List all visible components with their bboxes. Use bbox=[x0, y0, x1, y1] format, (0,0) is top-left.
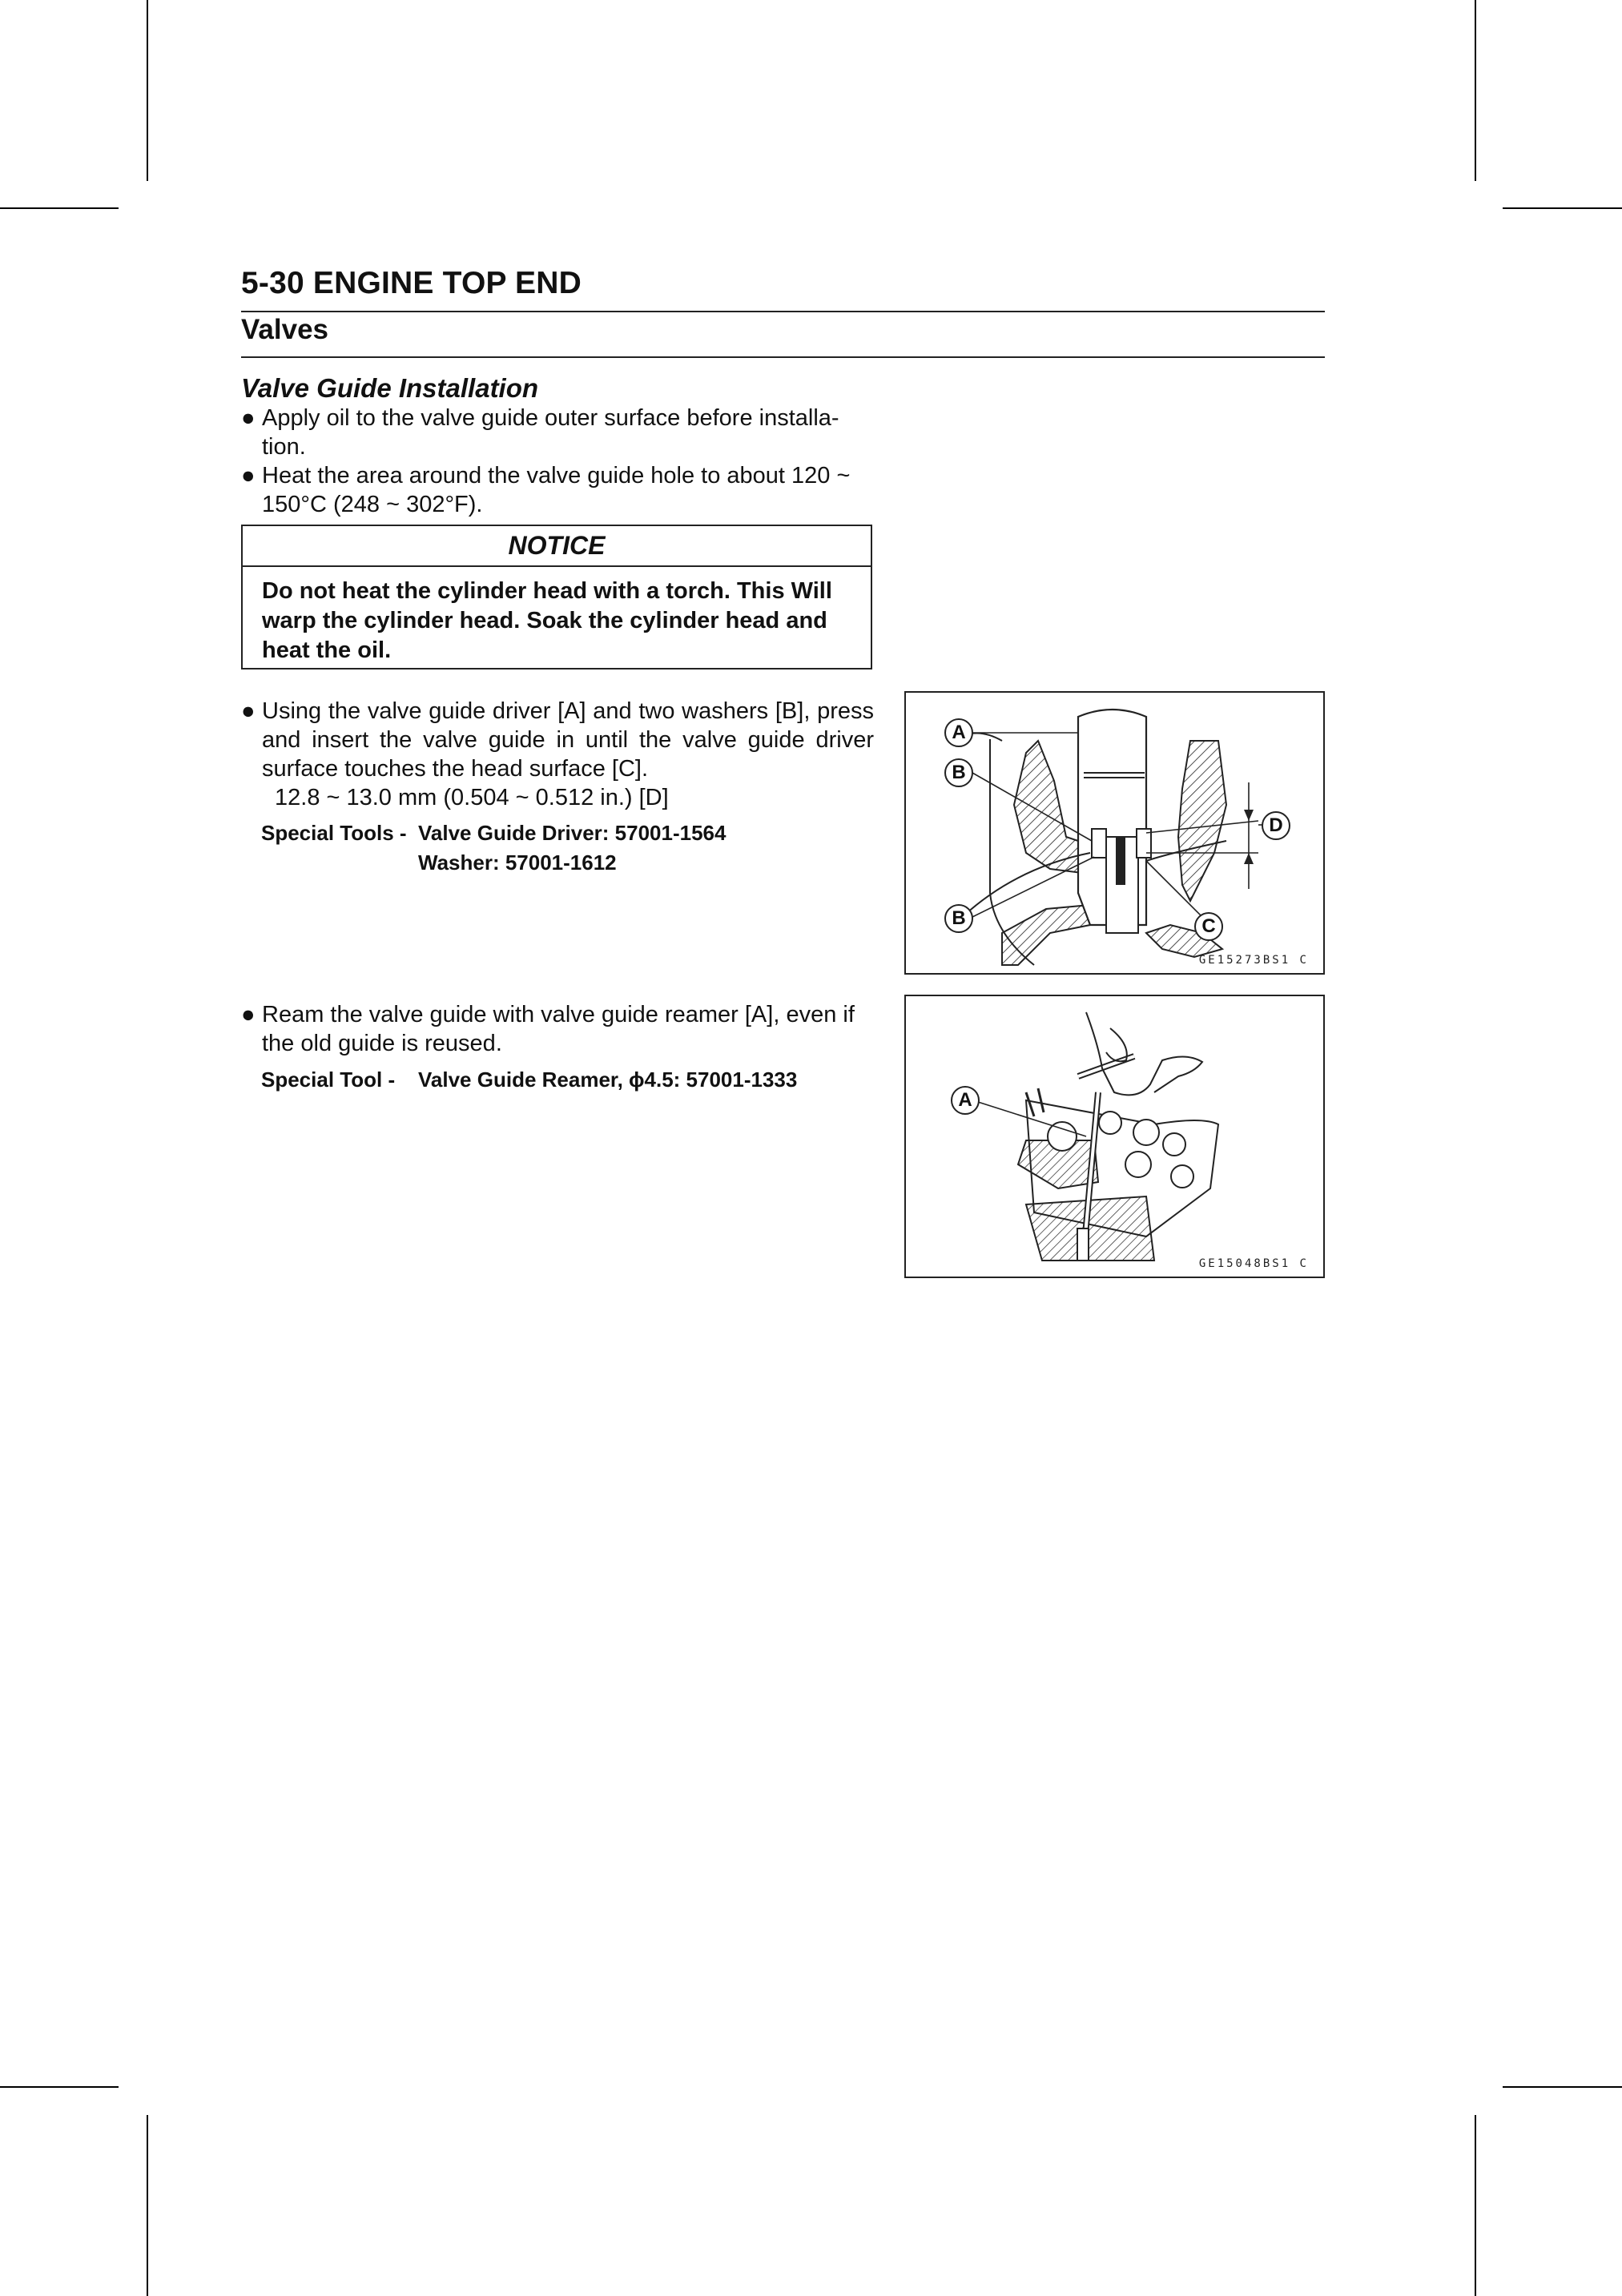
special-tool-reamer: Valve Guide Reamer, ϕ4.5: 57001-1333 bbox=[418, 1068, 798, 1092]
bullet-text: Heat the area around the valve guide hole to about 120 ~ 150°C (248 ~ 302°F). bbox=[262, 463, 851, 517]
bullet-using-driver bbox=[241, 697, 874, 783]
section-title: Valves bbox=[241, 314, 328, 345]
notice-box bbox=[241, 525, 872, 669]
notice-text: Do not heat the cylinder head with a torch. This Will warp the cylinder head. Soak the cylinder head and heat the oil. bbox=[262, 578, 832, 663]
valve-guide-driver-drawing bbox=[906, 693, 1323, 973]
callout-b: B bbox=[952, 762, 966, 783]
page-header: 5-30 ENGINE TOP END bbox=[241, 266, 582, 300]
bullet-text: Using the valve guide driver [A] and two washers [B], press and insert the valve guide in until the valve guide driver surface touches the head surface [C]. bbox=[262, 698, 874, 782]
figure-code: GE15273BS1 C bbox=[1198, 954, 1309, 967]
figure-valve-guide-driver bbox=[904, 691, 1325, 975]
callout-b: B bbox=[952, 907, 966, 929]
special-tools-label: Special Tools - bbox=[261, 821, 407, 845]
callout-a: A bbox=[958, 1089, 972, 1111]
callout-d: D bbox=[1269, 814, 1283, 836]
callout-a: A bbox=[952, 722, 966, 743]
subsection-title: Valve Guide Installation bbox=[241, 373, 539, 403]
header-rule bbox=[241, 311, 1325, 312]
crop-mark-bottom-left-horizontal bbox=[0, 2086, 119, 2088]
bullet-text: Ream the valve guide with valve guide reamer [A], even if the old guide is reused. bbox=[262, 1002, 855, 1056]
bullet-heat-area bbox=[241, 461, 874, 519]
spec-value: 12.8 ~ 13.0 mm (0.504 ~ 0.512 in.) [D] bbox=[275, 785, 669, 810]
bullet-text: Apply oil to the valve guide outer surface before installa-tion. bbox=[262, 405, 839, 460]
bullet-icon: ● bbox=[241, 1002, 256, 1027]
special-tool-washer: Washer: 57001-1612 bbox=[418, 850, 617, 875]
bullet-ream-guide bbox=[241, 1000, 874, 1058]
section-rule bbox=[241, 356, 1325, 358]
crop-mark-bottom-right-horizontal bbox=[1503, 2086, 1622, 2088]
bullet-icon: ● bbox=[241, 698, 256, 724]
figure-valve-guide-reamer bbox=[904, 995, 1325, 1278]
callout-c: C bbox=[1201, 915, 1216, 937]
crop-mark-top-left-horizontal bbox=[0, 207, 119, 209]
crop-mark-top-right-vertical bbox=[1475, 0, 1476, 181]
crop-mark-top-right-horizontal bbox=[1503, 207, 1622, 209]
crop-mark-top-left-vertical bbox=[147, 0, 148, 181]
special-tool-label: Special Tool - bbox=[261, 1068, 396, 1092]
valve-guide-reamer-drawing bbox=[906, 996, 1323, 1277]
bullet-icon: ● bbox=[241, 405, 256, 431]
special-tool-driver: Valve Guide Driver: 57001-1564 bbox=[418, 821, 726, 845]
figure-code: GE15048BS1 C bbox=[1198, 1257, 1309, 1270]
bullet-apply-oil bbox=[241, 404, 874, 461]
crop-mark-bottom-left-vertical bbox=[147, 2115, 148, 2296]
crop-mark-bottom-right-vertical bbox=[1475, 2115, 1476, 2296]
notice-title: NOTICE bbox=[243, 526, 871, 567]
bullet-icon: ● bbox=[241, 463, 256, 489]
